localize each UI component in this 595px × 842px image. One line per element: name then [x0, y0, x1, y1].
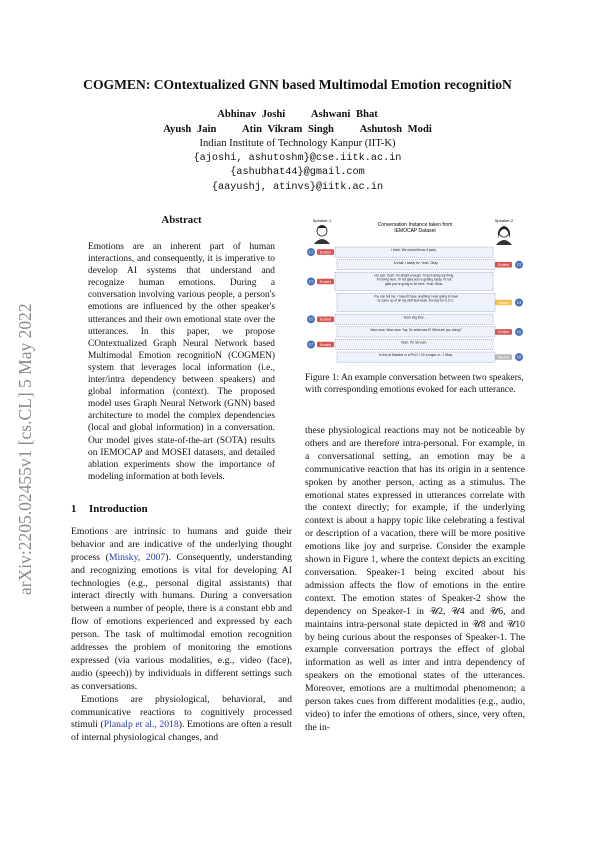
author-name: Ashwani Bhat — [310, 109, 378, 120]
author-name: Abhinav Joshi — [217, 109, 286, 120]
emotion-label: Excited — [319, 317, 332, 322]
speaker-1-avatar — [314, 225, 330, 244]
utterance-id: U4 — [516, 300, 522, 305]
utterance-id: U1 — [308, 250, 314, 255]
email-line: {aayushj, atinvs}@iitk.ac.in — [211, 181, 384, 193]
section-number: 1 — [71, 502, 77, 515]
figure-header-1: Conversation Instance taken from — [377, 222, 453, 228]
author-name: Atin Vikram Singh — [242, 123, 334, 135]
text-run: Emotions are intrinsic to humans and guide their behavior and are indicative of the underlying thought process ( — [71, 525, 292, 563]
emotion-label: Neutral — [498, 355, 509, 360]
utterance-id: U5 — [308, 317, 314, 322]
utterance-row — [337, 260, 523, 270]
arxiv-stamp-text: arXiv:2205.02455v1 [cs.CL] 5 May 2022 — [15, 303, 35, 595]
intro-paragraph-1 — [71, 526, 292, 694]
arxiv-stamp — [3, 260, 43, 600]
right-paragraph — [305, 425, 525, 735]
utterance-row — [337, 352, 523, 362]
text-run: these physiological reactions may not be noticeable by others and are therefore intra-personal. For example, in a conversational setting, an emotion may be a communicative reaction that has its origin in a sentence spoken by another person, acting as a stimulus. The emotional states expressed in utterances correlate with the context directly; for example, if the underlying context is about a happy topic like celebrating a festival or description of a vacation, there will be more positive emotions like joy and surprise. Consider the example shown in Figure — [305, 425, 525, 566]
right-column — [305, 214, 525, 735]
utterance-row — [307, 247, 493, 257]
section-title: Introduction — [89, 502, 148, 515]
utterance-text: Yeah. I'm not sure. — [400, 340, 428, 345]
figure-ref-link[interactable]: 1 — [370, 554, 376, 566]
emotion-label: Excited — [497, 330, 510, 335]
section-heading — [71, 503, 292, 515]
abstract-heading: Abstract — [161, 214, 202, 226]
utterance-id: U7 — [308, 342, 314, 347]
speaker-1-label: Speaker-1 — [312, 218, 332, 223]
figure-header-2: IEMOCAP Dataset — [394, 228, 436, 234]
affiliation: Indian Institute of Technology Kanpur (IIT-K) — [199, 138, 396, 150]
figure-1 — [305, 214, 525, 364]
utterance-text: A what, I totally for. Yeah. Okay. — [393, 260, 439, 265]
utterance-text: Yeah. Big time. — [403, 315, 425, 320]
author-block — [60, 108, 535, 196]
emotion-label: Excited — [319, 342, 332, 347]
paper-title: COGMEN: COntextualized GNN based Multimodal Emotion recognitioN — [83, 77, 512, 92]
text-run: Emotions are physiological, behavioral, and communicative reactions to cognitively processed stimuli ( — [71, 693, 292, 731]
emotion-label: Excited — [497, 263, 510, 267]
figure-caption: Figure 1: An example conversation between two speakers, with corresponding emotions evoked for each utterance. — [305, 373, 524, 395]
utterance-text: Wow wow. Wow wow. Yay. So what was it? What are you doing? — [370, 328, 462, 332]
utterance-row — [307, 314, 493, 324]
utterance-id: U3 — [308, 279, 314, 284]
utterance-text: I think. We should throw a party. — [391, 248, 437, 253]
utterance-id: U2 — [516, 263, 522, 268]
emotion-label: Excited — [319, 250, 332, 255]
author-name: Ashutosh Modi — [359, 123, 432, 135]
utterance-text: Is this at Masters or a Ph.D.? Or a major or...? Wow. — [379, 353, 453, 358]
speaker-2-label: Speaker-2 — [494, 218, 514, 223]
utterance-list — [307, 247, 523, 364]
utterance-text: I do just. Yeah. I'm alright enough. I'd just doing my thing. I'm living here. I'll not glad you're getting today. I'll not glad you're going to be here. Yeah. Wow. — [373, 273, 455, 286]
text-run: ). Emotions are often a result of internal physiological changes, and — [71, 719, 292, 744]
intro-paragraph-2 — [71, 694, 292, 746]
emotion-label: Excited — [319, 279, 332, 284]
utterance-id: U8 — [516, 355, 522, 360]
speaker-2-avatar — [496, 226, 512, 245]
left-column — [71, 214, 292, 745]
text-run: ). Consequently, understanding and recognizing emotions is vital for developing AI technologies (e.g., personal digital assistants) that interact directly with humans. During a conversation between a number of people, there is a constant ebb and flow of emotions experienced and expressed by each person. The task of multimodal emotion recognition addresses the problem of monitoring the emotions expressed (via various modalities, e.g., video (face), audio (speech)) by individuals in different settings such as conversations. — [71, 551, 292, 692]
author-name: Ayush Jain — [163, 123, 217, 135]
conversation-diagram — [305, 214, 525, 364]
utterance-row — [337, 293, 523, 312]
email-line: {ajoshi, ashutoshm}@cse.iitk.ac.in — [193, 152, 402, 164]
utterance-row — [307, 339, 493, 349]
utterance-row — [307, 272, 493, 291]
text-run: , where the context depicts an exciting conversation. Speaker-1 being excited about his admission affects the flow of emotions in the entire context. The emotion states of Speaker-2 show the dependency on Speaker-1 in 𝒰2, 𝒰4 and 𝒰6, and maintains intra-personal state depicted in 𝒰8 and 𝒰10 by being curious about the responses of Speaker-1. The example conversation portrays the effect of global information as well as inter and intra dependency of speakers on the emotional states of the utterances. Moreover, emotions are a multimodal phenomenon; a person takes cues from different modalities (e.g., audio, video) to infer the emotions of others, since, very often, the in- — [305, 554, 526, 733]
abstract-text: Emotions are an inherent part of human interactions, and consequently, it is imperative to develop AI systems that understand and recognize human emotions. During a conversation involving various people, a person's emotions are influenced by the other speaker's utterances and their own emotional state over the utterances. In this paper, we propose COntextualized Graph Neural Network based Multimodal Emotion recognitioN (COGMEN) system that leverages local information (i.e., inter/intra dependency between speakers) and global information (context). The proposed model uses Graph Neural Network (GNN) based architecture to model the complex dependencies (local and global information) in a conversation. Our model gives state-of-the-art (SOTA) results on IEMOCAP and MOSEI datasets, and detailed ablation experiments show the importance of modeling information at both levels. — [88, 242, 275, 482]
utterance-id: U6 — [516, 330, 522, 335]
citation-link[interactable]: Minsky, 2007 — [108, 551, 166, 563]
utterance-text: You can tell me. I haven't have anything I was going to have to come up of all my stuff last week. Hooray for U.O.C. — [373, 294, 459, 303]
emotion-label: Happy — [498, 300, 509, 305]
author-line-1 — [60, 108, 535, 123]
email-line: {ashubhat44}@gmail.com — [230, 167, 365, 179]
author-line-2 — [60, 123, 535, 138]
citation-link[interactable]: Planalp et al., 2018 — [103, 719, 179, 731]
utterance-row — [337, 327, 523, 337]
